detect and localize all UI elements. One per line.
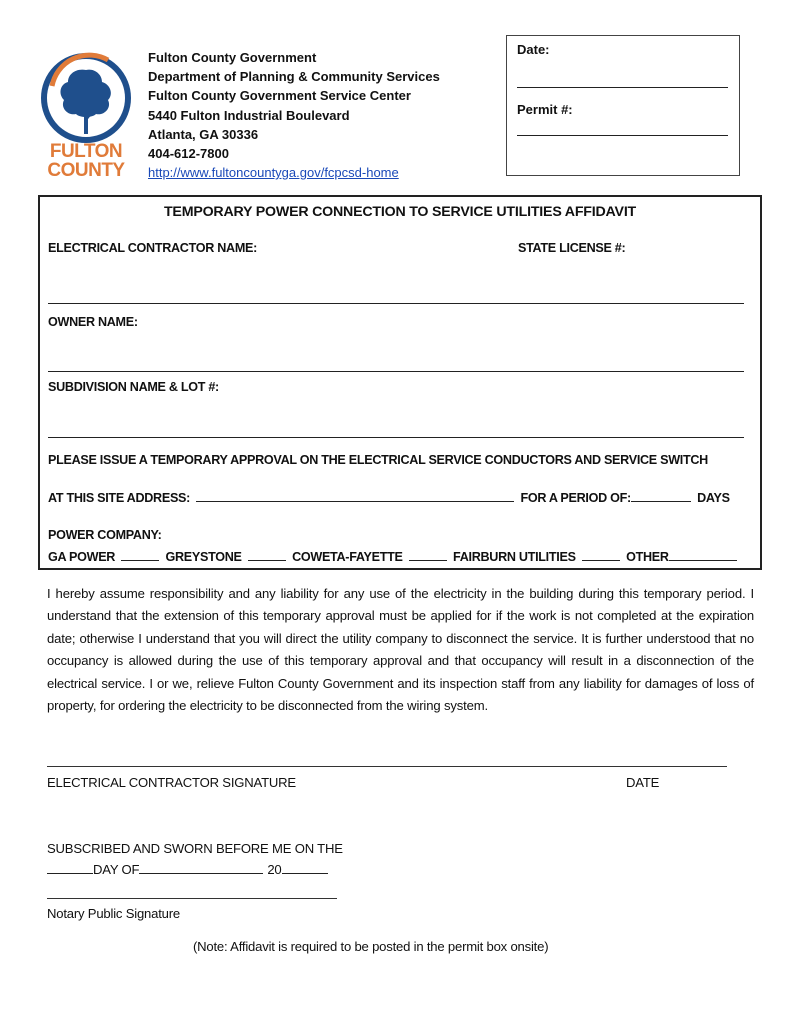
- org-name: Fulton County Government: [148, 50, 317, 65]
- owner-name-label: OWNER NAME:: [48, 315, 138, 329]
- contractor-name-label: ELECTRICAL CONTRACTOR NAME:: [48, 241, 258, 255]
- option-coweta-fayette-label: COWETA-FAYETTE: [292, 550, 403, 564]
- logo-word-fulton: FULTON: [49, 141, 123, 162]
- notary-signature-label: Notary Public Signature: [47, 906, 180, 921]
- department-name: Department of Planning & Community Services: [148, 69, 440, 85]
- street-address: 5440 Fulton Industrial Boulevard: [148, 107, 350, 123]
- site-address-label: AT THIS SITE ADDRESS:: [48, 491, 191, 505]
- contractor-name-field[interactable]: [48, 303, 744, 304]
- option-fairburn-field[interactable]: [582, 549, 620, 561]
- days-label: DAYS: [697, 491, 730, 505]
- period-days-field[interactable]: [631, 490, 691, 502]
- city-state-zip: Atlanta, GA 30336: [148, 126, 259, 142]
- posting-note: (Note: Affidavit is required to be posted in the permit box onsite): [193, 939, 549, 954]
- notary-date-row: [47, 862, 328, 877]
- contractor-signature-label: ELECTRICAL CONTRACTOR SIGNATURE: [47, 775, 296, 790]
- site-address-row: [48, 490, 730, 505]
- office-use-box: [506, 35, 740, 176]
- notary-month-field[interactable]: [139, 862, 263, 874]
- option-fairburn-label: FAIRBURN UTILITIES: [453, 550, 576, 564]
- option-other-label: OTHER: [626, 550, 669, 564]
- permit-number-label: Permit #:: [517, 102, 573, 117]
- option-coweta-fayette-field[interactable]: [409, 549, 447, 561]
- year-prefix-label: 20: [267, 862, 282, 877]
- tree-emblem-icon: [38, 50, 134, 146]
- date-label: Date:: [517, 42, 550, 57]
- site-address-field[interactable]: [196, 490, 514, 502]
- notary-year-field[interactable]: [282, 862, 328, 874]
- affidavit-form-box: [38, 195, 762, 570]
- date-field[interactable]: [517, 87, 728, 88]
- state-license-label: STATE LICENSE #:: [518, 241, 626, 255]
- notary-day-field[interactable]: [47, 862, 93, 874]
- signature-date-label: DATE: [626, 775, 660, 790]
- option-other-field[interactable]: [669, 549, 737, 561]
- option-ga-power-label: GA POWER: [48, 550, 116, 564]
- phone-number: 404-612-7800: [148, 146, 229, 162]
- form-title: TEMPORARY POWER CONNECTION TO SERVICE UTILITIES AFFIDAVIT: [163, 204, 637, 220]
- fulton-county-logo: [38, 50, 134, 182]
- temporary-approval-request: PLEASE ISSUE A TEMPORARY APPROVAL ON THE ELECTRICAL SERVICE CONDUCTORS AND SERVICE SWITCH: [48, 453, 708, 467]
- period-label: FOR A PERIOD OF:: [520, 491, 631, 505]
- logo-word-county: COUNTY: [47, 160, 125, 181]
- sworn-statement: SUBSCRIBED AND SWORN BEFORE ME ON THE: [47, 841, 343, 856]
- notary-signature-field[interactable]: [47, 898, 337, 899]
- day-of-label: DAY OF: [93, 862, 140, 877]
- contractor-signature-field[interactable]: [47, 766, 727, 767]
- website-link[interactable]: http://www.fultoncountyga.gov/fcpcsd-home: [148, 165, 399, 181]
- service-center-name: Fulton County Government Service Center: [148, 88, 411, 104]
- option-ga-power-field[interactable]: [121, 549, 159, 561]
- permit-number-field[interactable]: [517, 135, 728, 136]
- owner-name-field[interactable]: [48, 371, 744, 372]
- power-company-label: POWER COMPANY:: [48, 528, 162, 542]
- power-company-options: [48, 549, 740, 564]
- agency-contact-block: [148, 48, 440, 182]
- affidavit-statement: I hereby assume responsibility and any liability for any use of the electricity in the building during this temporary period. I understand that the extension of this temporary approval must be applied for if the work is not completed at the expiration date; otherwise I understand that you will direct the utility company to disconnect the service. It is further understood that no occupancy is allowed during the use of this temporary approval and that occupancy will result in a disconnection of the electrical service. I or we, relieve Fulton County Government and its inspection staff from any liability for damages of loss of property, for ordering the electricity to be disconnected from the wiring system.: [47, 586, 754, 714]
- option-greystone-label: GREYSTONE: [165, 550, 242, 564]
- subdivision-field[interactable]: [48, 437, 744, 438]
- option-greystone-field[interactable]: [248, 549, 286, 561]
- subdivision-label: SUBDIVISION NAME & LOT #:: [48, 380, 219, 394]
